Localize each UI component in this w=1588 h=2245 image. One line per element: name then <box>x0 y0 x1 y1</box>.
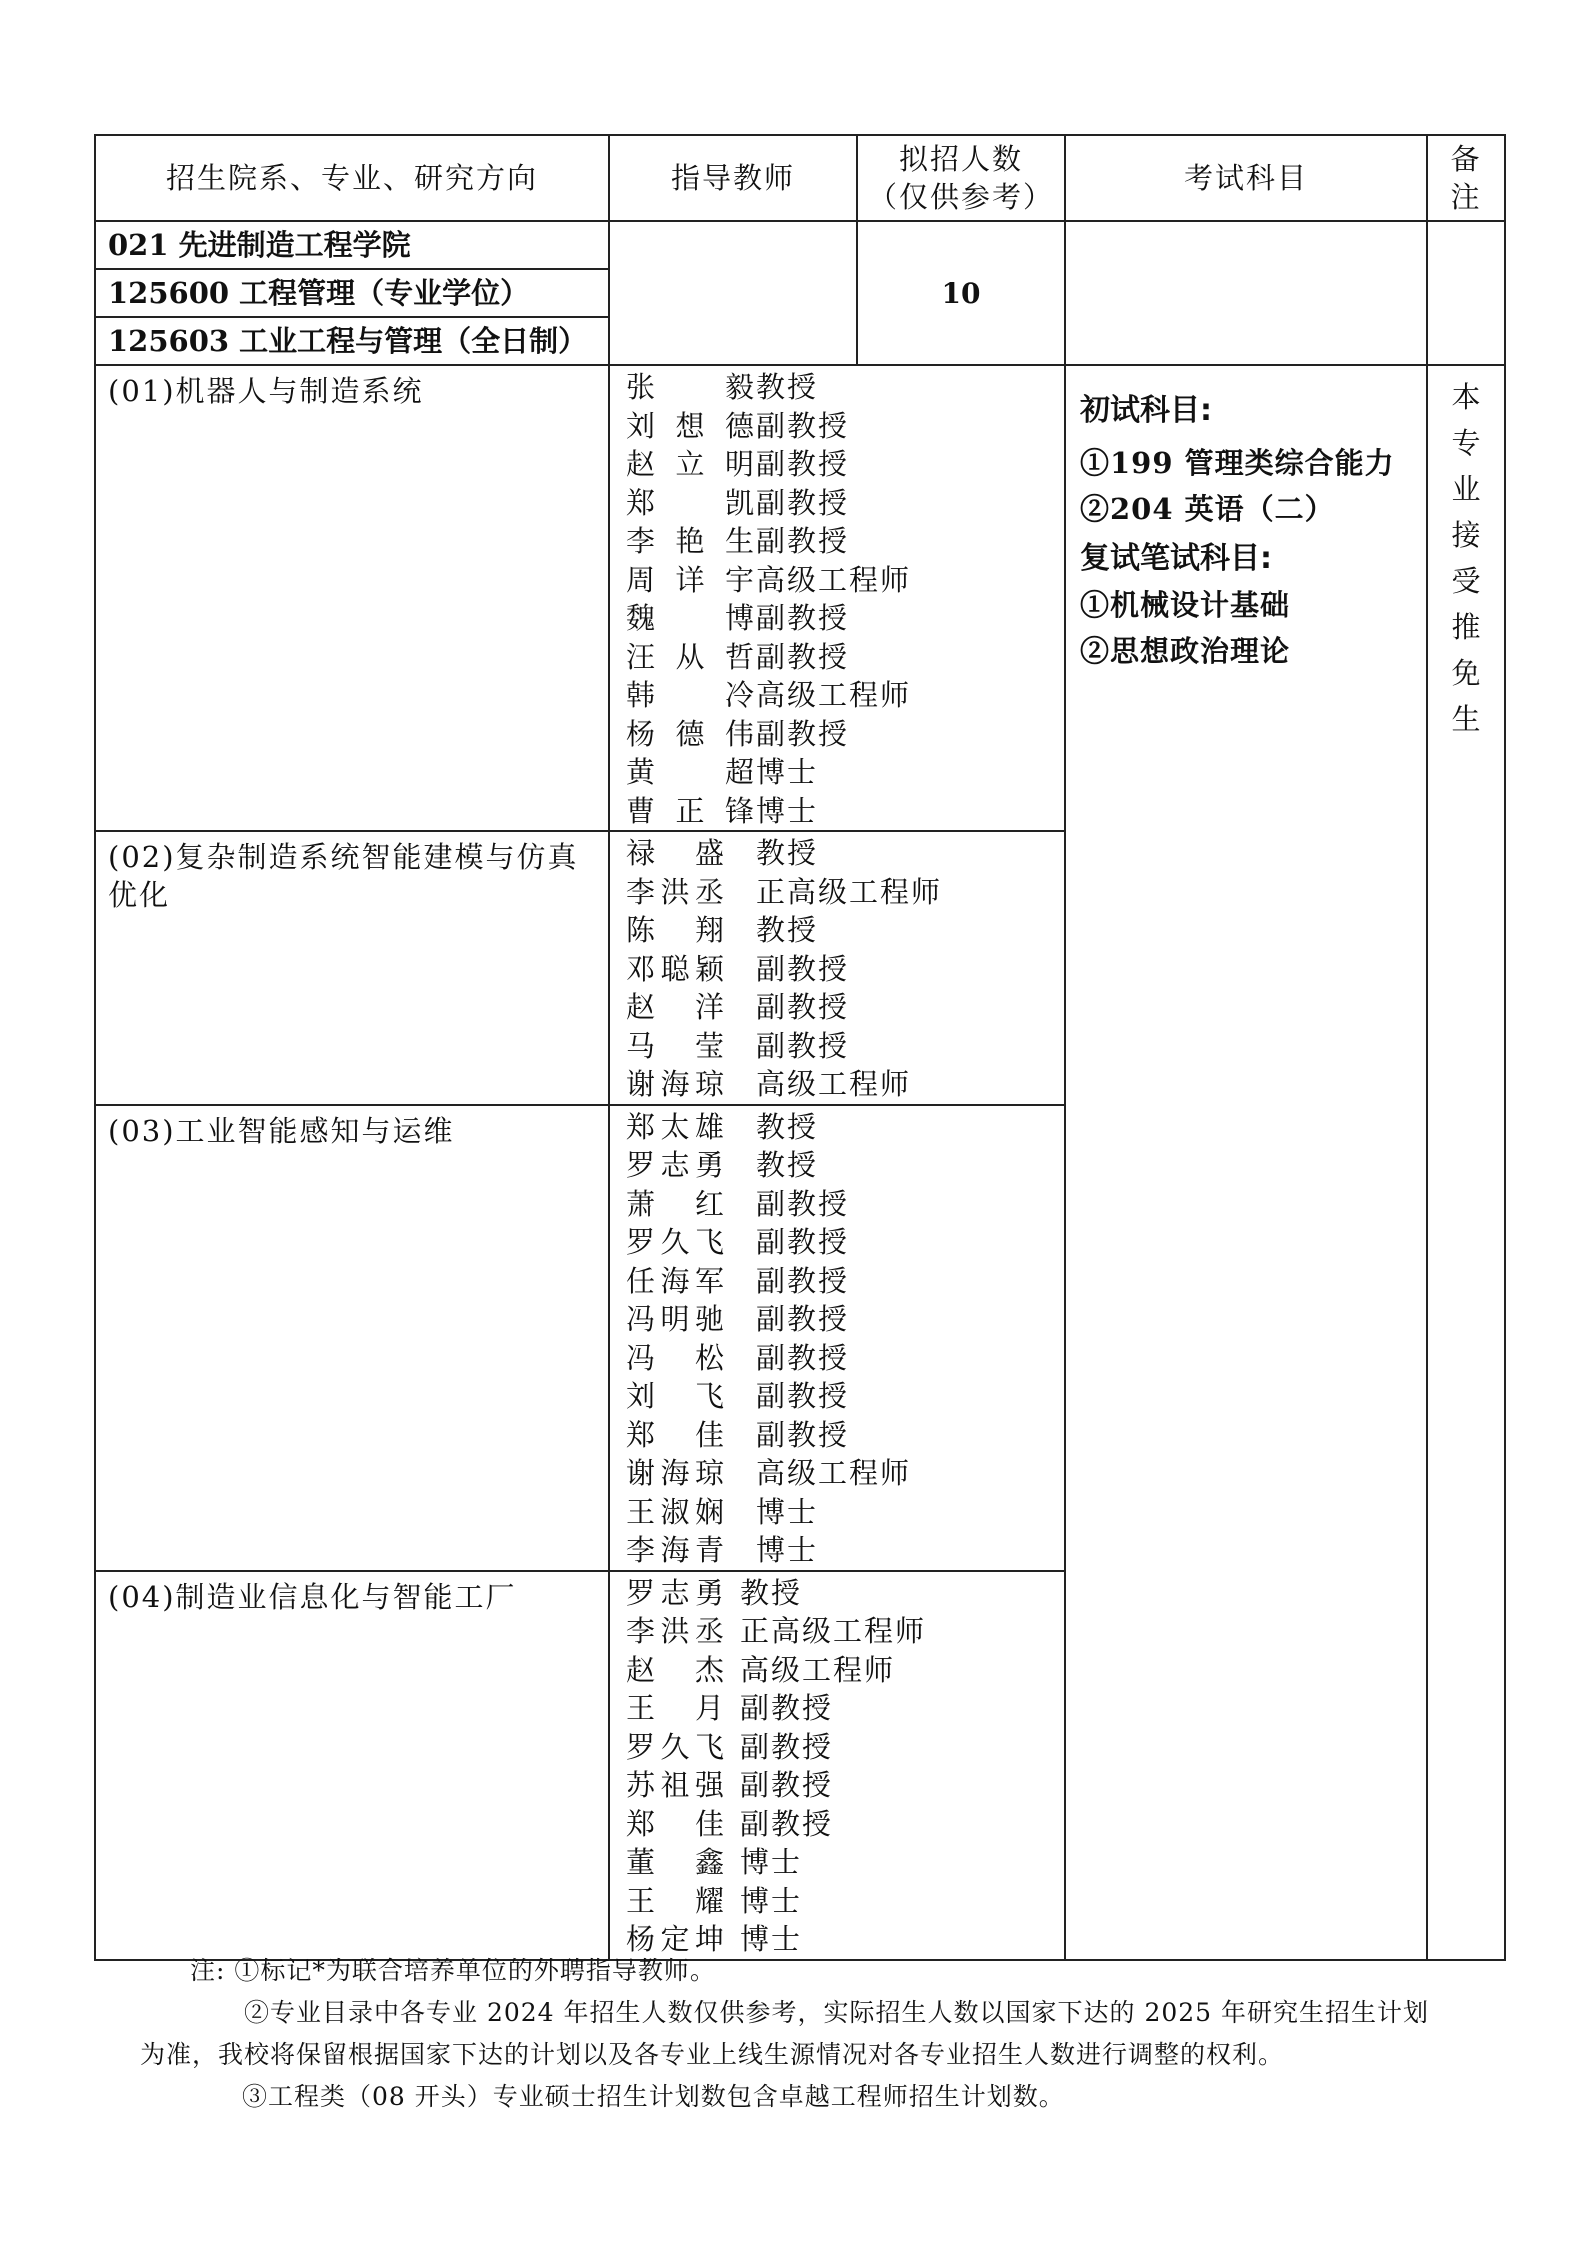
tutor-row <box>626 911 1064 950</box>
tutor-name: 邓聪颖 <box>626 951 726 986</box>
quota-value: 10 <box>857 221 1065 365</box>
tutor-title: 副教授 <box>756 1379 850 1413</box>
tutor-name: 赵 杰 <box>626 1652 726 1687</box>
tutor-row <box>626 1454 1064 1493</box>
direction-label-02: (02)复杂制造系统智能建模与仿真优化 <box>95 831 609 1105</box>
footnotes <box>140 1950 1430 2118</box>
tutor-row <box>626 1689 1064 1728</box>
direction-label-03: (03)工业智能感知与运维 <box>95 1105 609 1571</box>
tutor-title: 副教授 <box>740 1729 834 1764</box>
tutor-title: 副教授 <box>756 639 850 674</box>
tutor-name: 罗志勇 <box>626 1575 726 1610</box>
tutor-name: 杨德伟 <box>626 716 756 751</box>
preliminary-subject-2: ②204 英语（二） <box>1080 492 1335 526</box>
tutor-row <box>626 1728 1064 1767</box>
tutor-row <box>626 873 1064 912</box>
footnote-3: ③工程类（08 开头）专业硕士招生计划数包含卓越工程师招生计划数。 <box>242 2082 1065 2111</box>
tutor-title: 正高级工程师 <box>740 1614 927 1648</box>
tutor-title: 副教授 <box>756 990 850 1024</box>
tutor-name: 黄 超 <box>626 755 756 789</box>
header-program: 招生院系、专业、研究方向 <box>95 135 609 221</box>
tutor-row <box>626 1766 1064 1805</box>
tutor-name: 王 月 <box>626 1691 726 1725</box>
tutor-row <box>626 445 1064 484</box>
tutor-row <box>626 988 1064 1027</box>
preliminary-subject-1: ①199 管理类综合能力 <box>1080 446 1395 480</box>
tutor-row <box>626 753 1064 792</box>
tutor-row <box>626 484 1064 523</box>
tutor-row <box>626 1612 1064 1651</box>
remark-cell <box>1427 365 1505 1960</box>
tutor-title: 副教授 <box>756 1340 850 1375</box>
tutor-name: 王 耀 <box>626 1883 726 1918</box>
header-remark-line1: 备 <box>1450 142 1482 176</box>
tutor-title: 副教授 <box>756 485 850 520</box>
footnote-2: ②专业目录中各专业 2024 年招生人数仅供参考，实际招生人数以国家下达的 2025 年研究生招生计划为准，我校将保留根据国家下达的计划以及各专业上线生源情况对各专业招生人数进行调整的权利。 <box>140 1998 1430 2069</box>
tutor-list-04 <box>609 1571 1065 1960</box>
header-remark-line2: 注 <box>1450 180 1482 214</box>
tutor-name: 萧 红 <box>626 1186 726 1221</box>
tutor-list-02 <box>609 831 1065 1105</box>
tutor-title: 副教授 <box>756 1417 850 1452</box>
tutor-name: 陈 翔 <box>626 913 726 947</box>
tutor-name: 罗久飞 <box>626 1225 726 1259</box>
tutor-row <box>626 368 1064 407</box>
tutor-title: 副教授 <box>756 524 850 558</box>
tutor-title: 博士 <box>740 1922 803 1956</box>
tutor-row <box>626 1574 1064 1613</box>
tutor-row <box>626 1027 1064 1066</box>
tutor-row <box>626 1262 1064 1301</box>
exam-subjects <box>1065 365 1427 1960</box>
header-quota <box>857 135 1065 221</box>
direction-name: 125603 工业工程与管理（全日制） <box>96 316 608 364</box>
tutor-row <box>626 1185 1064 1224</box>
tutor-name: 刘 飞 <box>626 1379 726 1413</box>
header-quota-line1: 拟招人数 <box>898 142 1023 176</box>
tutor-name: 魏 博 <box>626 601 756 635</box>
department-tutor-cell <box>609 221 857 365</box>
direction-row-01 <box>95 365 1505 831</box>
tutor-name: 冯明驰 <box>626 1302 726 1336</box>
tutor-title: 高级工程师 <box>756 1067 912 1101</box>
tutor-title: 副教授 <box>756 447 850 481</box>
tutor-title: 高级工程师 <box>740 1652 896 1687</box>
school-name: 021 先进制造工程学院 <box>108 228 411 262</box>
tutor-title: 副教授 <box>740 1691 834 1725</box>
tutor-title: 博士 <box>740 1883 803 1918</box>
tutor-name: 禄 盛 <box>626 836 726 870</box>
tutor-title: 教授 <box>756 1148 819 1182</box>
major-name: 125600 工程管理（专业学位） <box>108 276 530 310</box>
tutor-title: 副教授 <box>740 1768 834 1802</box>
tutor-name: 周详宇 <box>626 562 756 597</box>
tutor-row <box>626 1843 1064 1882</box>
tutor-row <box>626 1223 1064 1262</box>
retest-subject-2: ②思想政治理论 <box>1080 634 1291 668</box>
retest-subject-1: ①机械设计基础 <box>1080 588 1291 622</box>
direction-label-04: (04)制造业信息化与智能工厂 <box>95 1571 609 1960</box>
department-row <box>95 221 1505 365</box>
department-exam-cell <box>1065 221 1427 365</box>
tutor-row <box>626 1493 1064 1532</box>
tutor-name: 郑 凯 <box>626 485 756 520</box>
tutor-row <box>626 1300 1064 1339</box>
tutor-name: 郑 佳 <box>626 1806 726 1841</box>
tutor-name: 曹正锋 <box>626 793 756 828</box>
remark-char: 免 <box>1451 656 1481 690</box>
tutor-title: 博士 <box>756 793 819 828</box>
tutor-title: 副教授 <box>756 1302 850 1336</box>
tutor-name: 任海军 <box>626 1263 726 1298</box>
tutor-name: 谢海琼 <box>626 1456 726 1490</box>
tutor-title: 高级工程师 <box>756 678 912 712</box>
tutor-name: 李海青 <box>626 1533 726 1567</box>
tutor-row <box>626 1416 1064 1455</box>
remark-char: 专 <box>1451 426 1481 460</box>
tutor-title: 博士 <box>756 1533 819 1567</box>
tutor-title: 教授 <box>756 913 819 947</box>
remark-char: 受 <box>1451 564 1481 598</box>
tutor-row <box>626 1065 1064 1104</box>
tutor-name: 郑 佳 <box>626 1417 726 1452</box>
tutor-name: 董 鑫 <box>626 1845 726 1879</box>
tutor-list-01 <box>609 365 1065 831</box>
tutor-title: 副教授 <box>756 601 850 635</box>
tutor-title: 教授 <box>756 370 819 404</box>
tutor-title: 教授 <box>756 1109 819 1144</box>
header-exam: 考试科目 <box>1065 135 1427 221</box>
footnote-1: 注: ①标记*为联合培养单位的外聘指导教师。 <box>190 1956 716 1985</box>
department-remark-cell <box>1427 221 1505 365</box>
tutor-list-03 <box>609 1105 1065 1571</box>
tutor-title: 高级工程师 <box>756 1456 912 1490</box>
tutor-row <box>626 1146 1064 1185</box>
tutor-row <box>626 1377 1064 1416</box>
tutor-name: 马 莹 <box>626 1028 726 1063</box>
tutor-name: 罗久飞 <box>626 1729 726 1764</box>
tutor-row <box>626 561 1064 600</box>
tutor-row <box>626 522 1064 561</box>
remark-char: 生 <box>1451 702 1481 736</box>
remark-char: 接 <box>1451 518 1481 552</box>
major-block <box>96 268 608 364</box>
header-quota-line2: （仅供参考） <box>867 180 1054 214</box>
remark-char: 本 <box>1451 380 1481 414</box>
retest-heading: 复试笔试科目: <box>1080 541 1272 576</box>
tutor-title: 高级工程师 <box>756 562 912 597</box>
tutor-name: 赵 洋 <box>626 990 726 1024</box>
tutor-title: 副教授 <box>756 716 850 751</box>
tutor-title: 副教授 <box>756 1225 850 1259</box>
tutor-title: 博士 <box>756 1494 819 1529</box>
tutor-title: 教授 <box>756 836 819 870</box>
tutor-name: 韩 冷 <box>626 678 756 712</box>
preliminary-heading: 初试科目: <box>1080 393 1212 428</box>
tutor-row <box>626 407 1064 446</box>
tutor-row <box>626 599 1064 638</box>
tutor-name: 李洪丞 <box>626 1614 726 1648</box>
direction-label-01: (01)机器人与制造系统 <box>95 365 609 831</box>
tutor-name: 张 毅 <box>626 370 756 404</box>
tutor-title: 博士 <box>756 755 819 789</box>
tutor-name: 郑太雄 <box>626 1109 726 1144</box>
tutor-title: 博士 <box>740 1845 803 1879</box>
tutor-name: 罗志勇 <box>626 1148 726 1182</box>
tutor-row <box>626 1531 1064 1570</box>
tutor-name: 刘想德 <box>626 408 756 443</box>
tutor-title: 副教授 <box>756 1028 850 1063</box>
tutor-name: 冯 松 <box>626 1340 726 1375</box>
header-remark <box>1427 135 1505 221</box>
tutor-row <box>626 715 1064 754</box>
tutor-row <box>626 638 1064 677</box>
tutor-title: 副教授 <box>756 951 850 986</box>
department-cell <box>95 221 609 365</box>
tutor-name: 汪从哲 <box>626 639 756 674</box>
tutor-row <box>626 1108 1064 1147</box>
tutor-row <box>626 834 1064 873</box>
tutor-name: 王淑娴 <box>626 1494 726 1529</box>
tutor-row <box>626 676 1064 715</box>
tutor-name: 杨定坤 <box>626 1922 726 1956</box>
tutor-title: 副教授 <box>756 1186 850 1221</box>
tutor-title: 副教授 <box>756 408 850 443</box>
tutor-row <box>626 792 1064 831</box>
tutor-name: 李洪丞 <box>626 874 726 909</box>
tutor-row <box>626 1651 1064 1690</box>
header-row <box>95 135 1505 221</box>
remark-char: 业 <box>1451 472 1481 506</box>
remark-char: 推 <box>1451 610 1481 644</box>
tutor-name: 苏祖强 <box>626 1768 726 1802</box>
header-tutor: 指导教师 <box>609 135 857 221</box>
program-catalog-table <box>94 134 1506 1961</box>
tutor-name: 谢海琼 <box>626 1067 726 1101</box>
tutor-title: 正高级工程师 <box>756 874 943 909</box>
tutor-row <box>626 1805 1064 1844</box>
tutor-title: 副教授 <box>740 1806 834 1841</box>
tutor-name: 赵立明 <box>626 447 756 481</box>
tutor-row <box>626 1339 1064 1378</box>
tutor-row <box>626 950 1064 989</box>
tutor-title: 教授 <box>740 1575 803 1610</box>
tutor-title: 副教授 <box>756 1263 850 1298</box>
tutor-name: 李艳生 <box>626 524 756 558</box>
tutor-row <box>626 1882 1064 1921</box>
